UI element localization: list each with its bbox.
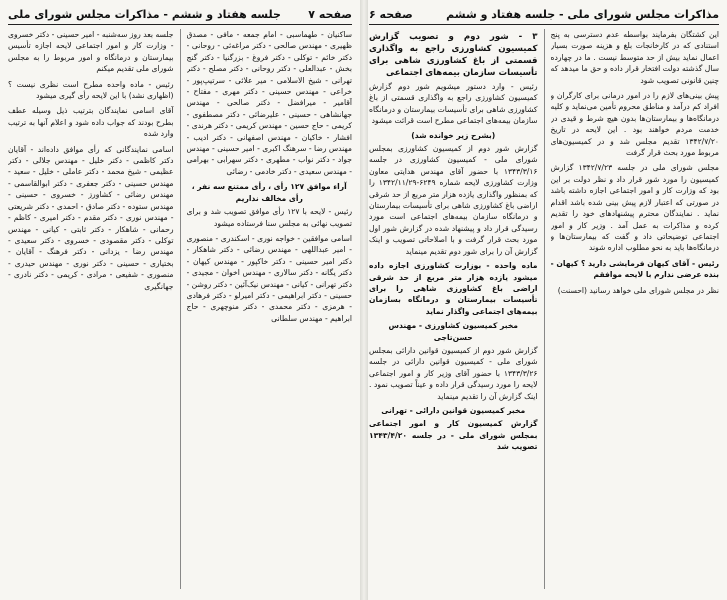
paragraph: آقای اسامی نمایندگان بترتیب ذیل وسیله عطف بطرح بودند که جواب داده شود و اعلام آنها به ترتیب وارد شده	[8, 106, 174, 139]
left-page-number: صفحه ۷	[308, 7, 352, 21]
paragraph: جلسه بعد روز سه‌شنبه - امیر حسینی - دکتر خسروی - وزارت کار و امور اجتماعی لایحه اجازه تأسیس بیمارستان و درمانگاه و امور مربوط را به مجلس شورای ملی تقدیم میکنم	[8, 30, 174, 74]
left-page-left-column	[8, 29, 174, 589]
paragraph: گزارش کمیسیون کار و امور اجتماعی بمجلس شورای ملی - در جلسه ۱۳۴۳/۴/۲۰ تصویب شد	[369, 419, 538, 452]
paragraph: گزارش شور دوم از کمیسیون قوانین دارائی بمجلس شورای ملی - کمیسیون قوانین دارائی در جلسه ۱۳۴۳/۳/۲۶ با حضور آقای وزیر کار و امور اجتماعی لایحه را مورد رسیدگی قرار داده و عیناً تصویب نمود . اینک گزارش آن را تقدیم مینماید	[369, 345, 538, 401]
signature-line: مخبر کمیسیون قوانین دارائی - تهرانی	[381, 405, 526, 415]
paragraph: رئیس - آقای کیهان فرمایشی دارید ؟ کیهان - بنده عرضی ندارم با لایحه موافقم	[550, 258, 719, 280]
column-divider	[180, 29, 181, 589]
paragraph: رئیس - ماده واحده مطرح است نظری نیست ؟ (اظهاری نشد) با این لایحه رأی گیری میشود	[8, 79, 174, 101]
left-page-title: جلسه هفتاد و ششم - مذاکرات مجلس شورای ملی	[8, 7, 281, 21]
right-page-left-column	[369, 29, 538, 589]
left-page-header	[8, 6, 352, 25]
read-note: (بشرح زیر خوانده شد)	[411, 130, 496, 140]
column-divider	[544, 29, 545, 589]
right-page	[361, 0, 727, 600]
right-page-title: مذاکرات مجلس شورای ملی - جلسه هفتاد و ششم	[446, 7, 719, 21]
paragraph: اسامی نمایندگانی که رأی موافق داده‌اند - آقایان دکتر کاظمی - دکتر خلیل - مهندس جلالی - دکتر عظیمی - شیخ محمد - دکتر عاملی - خلیل - سعید - مهندس حسینی - دکتر جعفری - دکتر ابوالقاسمی - مهندس رضائی - کشاورز - خسروی - حسینی - مهندس ستوده - دکتر صادق - احمدی - دکتر شریعتی - مهندس نوری - دکتر مقدم - دکتر امیری - کاظم - رحمانی - شاهکار - دکتر ثابتی - کیانی - مهندس توکلی - دکتر مقصودی - خسروی - دکتر سعیدی - مهندس رضا - یزدانی - دکتر فرهنگ - آقایان - بختیاری - حسینی - دکتر نوری - مهندس حیدری - منصوری - شفیعی - مرادی - کریمی - دکتر نادری - جهانگیری	[8, 144, 174, 291]
paragraph: گزارش شور دوم از کمیسیون کشاورزی بمجلس شورای ملی - کمیسیون کشاورزی در جلسه ۱۳۴۳/۳/۱۶ با حضور آقای مهندس هدایتی معاون وزارت کشاورزی لایحه شماره ۶۲۴۹-۱۳۴۲/۱۱/۲۹ را که بمنظور واگذاری یازده هزار متر مربع از حد شرقی اراضی باغ کشاورزی شاهی برای تأسیسات بیمارستان و درمانگاه سازمان بیمه‌های اجتماعی است مورد رسیدگی قرار داد و پیشنهاد شده در گزارش شور اول مورد بحث قرار گرفت و با اصلاحاتی تصویب و اینک گزارش آن را برای شور دوم تقدیم مینماید	[369, 144, 538, 256]
left-page-right-column	[187, 29, 353, 589]
section-heading: ۳ - شور دوم و تصویب گزارش کمیسیون کشاورزی راجع به واگذاری قسمتی از باغ کشاورزی شاهی برای تأسیسات سازمان بیمه‌های اجتماعی	[369, 32, 538, 78]
left-page	[0, 0, 361, 600]
paragraph: نظر در مجلس شورای ملی خواهد رسانید (احسنت)	[557, 285, 719, 295]
right-page-right-column	[551, 29, 720, 589]
right-page-header	[369, 6, 719, 25]
paragraph: رئیس - لایحه با ۱۲۷ رأی موافق تصویب شد و برای تصویب نهائی به مجلس سنا فرستاده میشود	[186, 207, 352, 228]
vote-result: آراء موافق ۱۲۷ رأی ، رأی ممتنع سه نفر ، رأی مخالف نداریم	[191, 182, 347, 203]
paragraph: ساکنیان - طهماسبی - امام جمعه - مافی - مصدق ظهیری - مهندس صالحی - دکتر مراغه‌ئی - روحانی - دکتر خائم - توکلی - دکتر فروغ - بزرگنیا - دکتر گنج بخش - عبدالعلی - دکتر روحانی - دکتر مصلح - دکتر تهرانی - شیخ الاسلامی - میر علائی - سرتیپ‌پور - خراعی - مهندس حسینی - دکتر مهری - مفتاح - آقامیر - میرافضل - دکتر صالحی - مهندس جهانشاهی - حسینی - علیرضائی - دکتر مصطفوی - کریمی - حاج حسین - مهندس کریمی - دکتر هرندی - افشار - خاکیان - مهندس اصفهانی - دکتر ادیب - مهندس رضا - سرهنگ اکبری - امیر حسینی - مهندس جواد - دکتر نواب - مطهری - دکتر سهرابی - بهرامی - مهندس سعیدی - دکتر خادمی - رضائی	[186, 30, 352, 176]
right-page-columns	[369, 29, 719, 589]
paragraph: مجلس شورای ملی در جلسه ۱۳۴۲/۷/۲۳ گزارش کمیسیون را مورد شور قرار داد و نظر دولت بر این بود که وزارت کار و امور اجتماعی اجازه داشته باشد در صورتی که اعتبار لازم پیش بینی شده باشد اقدام نماید . نمایندگان محترم پیشنهادهای خود را تقدیم کرده و مذاکرات به عمل آمد . وزیر کار و امور اجتماعی توضیحاتی داد و گفت که بیمارستان‌ها و درمانگاه‌ها باید به نحو مطلوب اداره شوند	[550, 163, 719, 253]
paragraph: این کشتگان بفرمایند بواسطه عدم دسترسی به پنج استنادی که در کارخانجات بلغ و هزینه صورت بسیار اعمال نماید بیش از حد متوسط نیست . ما در چهارده سال گذشته دولت افتخار قرار داده و حق ما میدهد که چنین قانونی تصویب شود	[550, 30, 719, 85]
signature-line: مخبر کمیسیون کشاورزی - مهندس حسن‌تاجی	[388, 321, 518, 342]
right-page-number: صفحه ۶	[369, 7, 413, 21]
article-text: ماده واحده - بوزارت کشاورزی اجازه داده میشود یازده هزار متر مربع از حد شرقی اراضی باغ کشاورزی شاهی را برای تأسیسات بیمارستان و درمانگاه بسازمان بیمه‌های اجتماعی واگذار نماید	[369, 261, 538, 316]
paragraph: رئیس - وارد دستور میشویم شور دوم گزارش کمیسیون کشاورزی راجع به واگذاری قسمتی از باغ کشاورزی شاهی برای تأسیسات بیمارستان و درمانگاه سازمان بیمه‌های اجتماعی مطرح است قرائت میشود	[369, 82, 538, 126]
paragraph: پیش بینی‌های لازم را در امور درمانی برای کارگران و افراد کم درآمد و مناطق محروم تأمین می‌نماید و کلیه درمانگاه‌ها و بیمارستان‌ها بدون هیچ شرط و قیدی در خدمت مردم خواهند بود . این لایحه در تاریخ ۱۳۴۲/۷/۲۰ تقدیم مجلس شد و در کمیسیون‌های مربوط مورد بحث قرار گرفت	[550, 91, 719, 158]
left-page-columns	[8, 29, 352, 589]
paragraph: اسامی موافقین - خواجه نوری - اسکندری - منصوری - امیر عبداللهی - مهندس رضائی - دکتر شاهکار - دکتر امیر حسینی - دکتر خاکپور - مهندس کیهان - دکتر یگانه - دکتر سالاری - مهندس اخوان - مجیدی - دکتر تهرانی - کیانی - مهندس نیک‌آئین - دکتر روشن - حسینی - دکتر ابراهیمی - دکتر امیرلو - دکتر فرهادی - هرمزی - دکتر محمدی - دکتر منوچهری - حاج ابراهیم - مهندس سلطانی	[186, 233, 352, 323]
